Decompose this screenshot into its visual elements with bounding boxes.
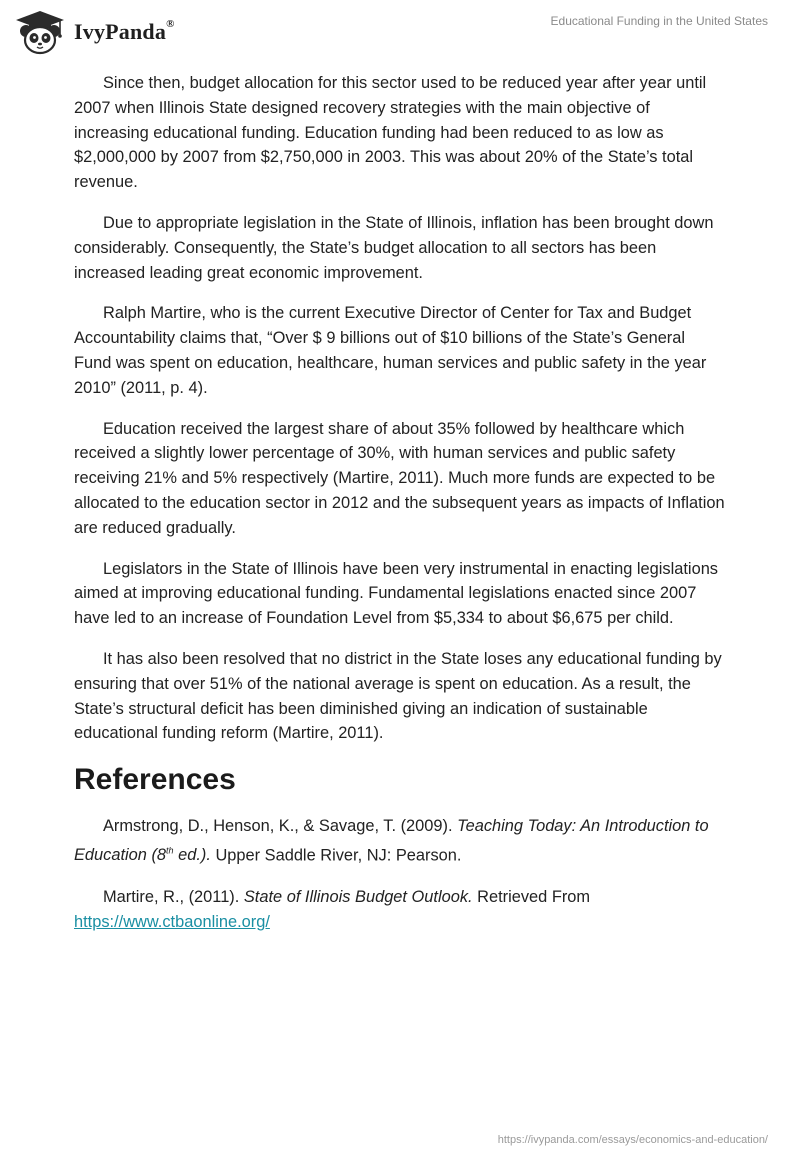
footer-url: https://ivypanda.com/essays/economics-and-education/	[497, 1134, 768, 1146]
page-header	[0, 0, 800, 62]
reference-link[interactable]: https://www.ctbaonline.org/	[74, 912, 270, 931]
paragraph: Since then, budget allocation for this sector used to be reduced year after year until 2007 when Illinois State designed recovery strategies with the main objective of increasing educational funding. Education funding had been reduced to as low as $2,000,000 by 2007 from $2,750,000 in 2003. This was about 20% of the State’s total revenue.	[74, 74, 707, 192]
reference-title: Teaching Today: An Introduction to Education (8th ed.).	[74, 817, 709, 865]
paragraph: It has also been resolved that no district in the State loses any educational funding by ensuring that over 51% of the national average is spent on education. As a result, the State’s structural deficit has been diminished giving an indication of sustainable educational funding reform (Martire, 2011).	[74, 649, 722, 743]
reference-publisher: Upper Saddle River, NJ: Pearson.	[210, 846, 462, 865]
reference-title: State of Illinois Budget Outlook.	[243, 888, 473, 907]
reference-authors: Armstrong, D., Henson, K., & Savage, T. (2009).	[103, 817, 458, 836]
paragraph: Education received the largest share of about 35% followed by healthcare which received a slightly lower percentage of 30%, with human services and public safety receiving 21% and 5% respectively (Martire, 2011). Much more funds are expected to be allocated to the education sector in 2012 and the subsequent years as impacts of Inflation are reduced gradually.	[74, 419, 725, 537]
paragraph: Ralph Martire, who is the current Executive Director of Center for Tax and Budget Accountability claims that, “Over $ 9 billions out of $10 billions of the State’s General Fund was spent on education, healthcare, human services and public safety in the year 2010” (2011, p. 4).	[74, 304, 707, 397]
paragraph: Legislators in the State of Illinois have been very instrumental in enacting legislations aimed at improving educational funding. Fundamental legislations enacted since 2007 have led to an increase of Foundation Level from $5,334 to about $6,675 per child.	[74, 559, 719, 628]
panda-graduate-icon	[14, 9, 66, 55]
paragraph: Due to appropriate legislation in the State of Illinois, inflation has been brought down considerably. Consequently, the State’s budget allocation to all sectors has been increased leading great economic improvement.	[74, 213, 714, 282]
brand-name: IvyPanda®	[74, 17, 175, 44]
reference-entry	[74, 885, 726, 935]
reference-authors: Martire, R., (2011).	[103, 888, 244, 907]
essay-body	[74, 71, 726, 952]
document-title: Educational Funding in the United States	[550, 14, 768, 28]
reference-retrieved: Retrieved From	[472, 888, 591, 907]
brand-logo[interactable]	[14, 8, 175, 56]
references-heading: References	[74, 763, 236, 797]
reference-entry	[74, 814, 726, 868]
